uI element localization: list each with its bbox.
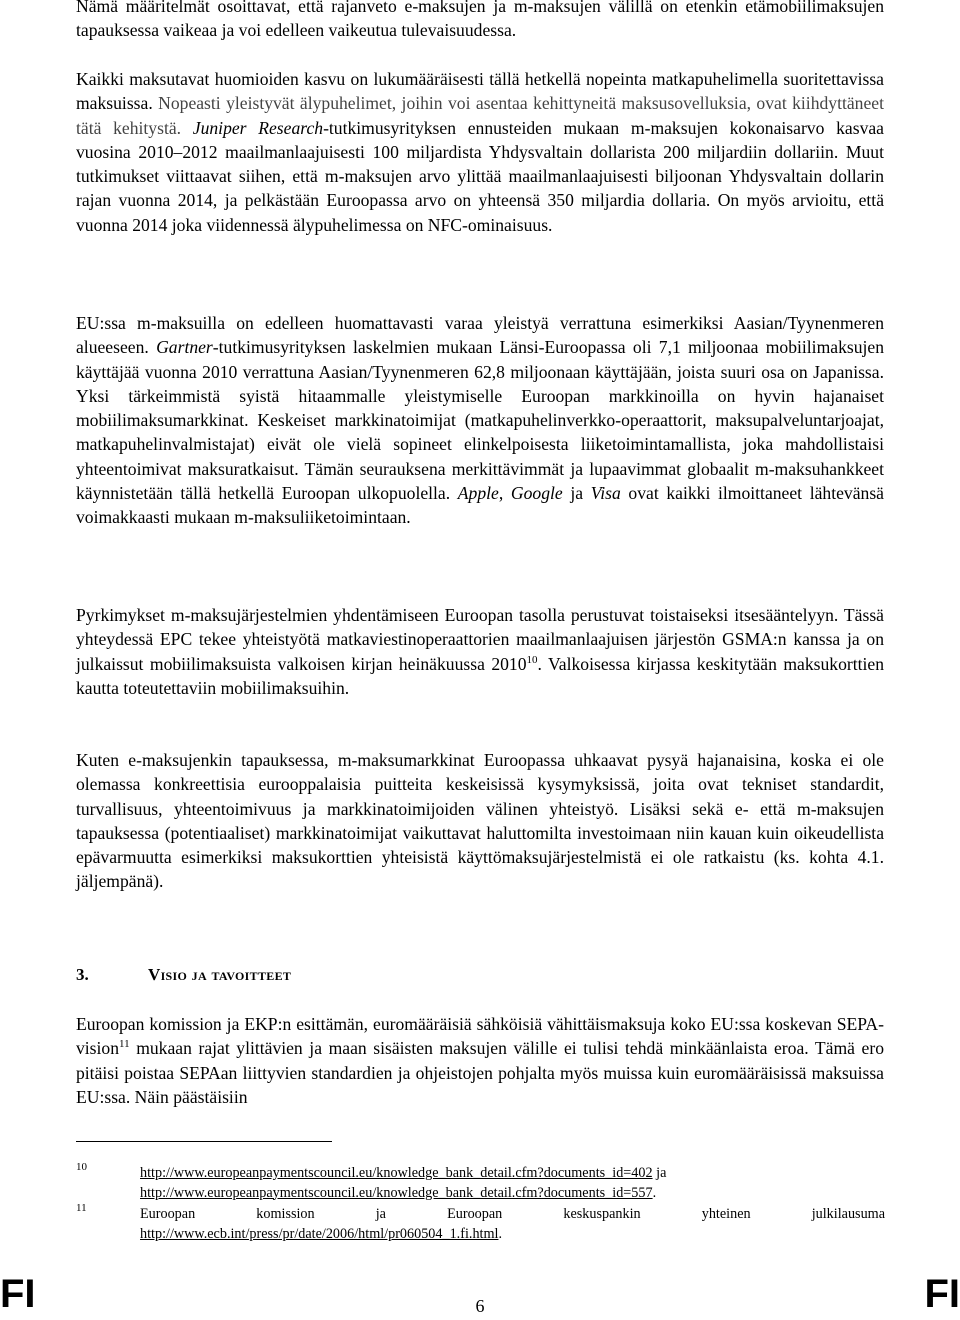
paragraph-text: -tutkimusyrityksen ennusteiden mukaan m-maksujen kokonaisarvo kasvaa vuosina 2010–2012 maailmanlaajuisesti 100 miljardista Yhdysvaltain dollarista 200 miljardiin dollariin. Muut tutkimukset viittaavat siihen, että m-maksujen arvo ylittää maailmanlaajuisesti biljoonan Yhdysvaltain dollarin rajan vuonna 2014, ja pelkästään Euroopassa arvo on yhteensä 350 miljardia dollaria. On myös arvioitu, että vuonna 2014 joka viidennessä älypuhelimessa on NFC-ominaisuus. — [76, 117, 884, 235]
paragraph-text: Pyrkimykset m-maksujärjestelmien yhdentämiseen Euroopan tasolla perustuvat toistaiseksi itsesääntelyyn. Tässä yhteydessä EPC tekee yhteistyötä matkaviestinoperaattorien maailmanlaajuisen järjestön GSMA:n kanssa ja on julkaissut mobiilimaksuista valkoisen kirjan heinäkuussa 2010 — [76, 605, 884, 674]
footnote-word: Euroopan — [447, 1206, 503, 1222]
paragraph-text: Nämä määritelmät osoittavat, että rajanveto e-maksujen ja m-maksujen välillä on etenkin etämobiilimaksujen tapauksessa vaikeaa ja voi edelleen vaikeutua tulevaisuudessa. — [76, 0, 884, 41]
footnote-connector: ja — [656, 1165, 667, 1181]
paragraph-text: -tutkimusyrityksen laskelmien mukaan Länsi-Euroopassa oli 7,1 miljoonaa mobiilimaksujen käyttäjää vuonna 2010 verrattuna Aasian/Tyynenmeren 62,8 miljoonaan käyttäjään, joista suuri osa on Japanissa. Yksi tärkeimmistä syistä hitaammalle yleistymiselle Euroopan markkinoilla on hyvin hajanaiset mobiilimaksumarkkinat. Keskeiset markkinatoimijat (matkapuhelinverkko-operaattorit, maksupalveluntarjoajat, matkapuhelinvalmistajat) eivät ole vielä sopineet elinkelpoisesta liiketoimintamallista, joka mahdollistaisi yhteentoimivat maksuratkaisut. Tämän seurauksena merkittävimmät ja lupaavimmat globaalit m-maksuhankkeet käynnistetään tällä hetkellä Euroopan ulkopuolella. — [76, 337, 884, 504]
company-name-juniper: Juniper Research — [192, 117, 324, 138]
paragraph-text: . Valkoisessa kirjassa keskitytään maksukorttien kautta toteutettaviin mobiilimaksuihin. — [76, 653, 884, 698]
footnote-text — [140, 1205, 885, 1244]
footnote-link[interactable]: http://www.europeanpaymentscouncil.eu/knowledge_bank_detail.cfm?documents_id=402 — [140, 1165, 653, 1181]
paragraph-text: Kuten e-maksujenkin tapauksessa, m-maksumarkkinat Euroopassa uhkaavat pysyä hajanaisina, koska ei ole olemassa konkreettisia eurooppalaisia puitteita keskeisissä kysymyksissä, joita ovat tekniset standardit, turvallisuus, yhteentoimivuus ja markkinatoimijoiden välinen yhteistyö. Lisäksi sekä e- että m-maksujen tapauksessa (potentiaaliset) markkinatoimijat vaikuttavat haluttomilta investoimaan niin kauan kuin oikeudellista epävarmuutta esimerkiksi maksukorttien yhteisistä käyttömaksujärjestelmistä ei ole ratkaistu (ks. kohta 4.1. jäljempänä). — [76, 750, 884, 892]
footnote-line — [140, 1205, 885, 1225]
section-number: 3. — [76, 965, 89, 984]
paragraph-sepa-vision — [76, 1012, 884, 1109]
section-title: Visio ja tavoitteet — [148, 965, 292, 984]
paragraph-eu-m-payments — [76, 311, 884, 530]
footnote-link[interactable]: http://www.europeanpaymentscouncil.eu/knowledge_bank_detail.cfm?documents_id=557 — [140, 1184, 653, 1201]
paragraph-text: , — [498, 483, 504, 504]
paragraph-mobile-payments-growth — [76, 67, 884, 237]
footnote-end: . — [652, 1184, 657, 1201]
footnote-ref-10: 10 — [526, 653, 538, 666]
footnote-link[interactable]: http://www.ecb.int/press/pr/date/2006/html/pr060504_1.fi.html — [140, 1225, 499, 1242]
footnote-text — [140, 1164, 885, 1203]
paragraph-intro-fragment — [76, 0, 884, 43]
footnote-word: yhteinen — [701, 1206, 751, 1222]
footer-language-code-right: FI — [924, 1272, 960, 1316]
paragraph-text: ja — [570, 483, 584, 504]
paragraph-text: EU:ssa m-maksuilla on edelleen huomattavasti varaa yleistyä verrattuna esimerkiksi Aasian/Tyynenmeren alueeseen. — [76, 313, 884, 358]
footnote-number: 11 — [76, 1202, 87, 1214]
paragraph-text-faded: Nopeasti yleistyvät älypuhelimet, joihin voi asentaa kehittyneitä maksusovelluksia, ovat kiihdyttäneet tätä kehitystä. — [76, 93, 884, 138]
company-name-apple: Apple — [457, 483, 499, 504]
paragraph-text: mukaan rajat ylittävien ja maan sisäisten maksujen välille ei tulisi tehdä minkäänlaista eroa. Tämä ero pitäisi poistaa SEPAan liittyvien standardien ja ohjeistojen pohjalta myös muissa kuin euromääräisissä maksuissa EU:ssa. Näin päästäisiin — [76, 1038, 884, 1107]
paragraph-text: Kaikki maksutavat huomioiden kasvu on lukumääräisesti tällä hetkellä nopeinta matkapuhelimella suoritettavissa maksuissa. — [76, 69, 884, 114]
footnote-end: . — [498, 1225, 503, 1242]
footnote-word: komission — [256, 1206, 315, 1222]
section-heading — [76, 965, 291, 985]
paragraph-text: ovat kaikki ilmoittaneet lähtevänsä voimakkaasti mukaan m-maksuliiketoimintaan. — [76, 483, 884, 528]
footnote-word: ja — [375, 1206, 386, 1222]
paragraph-text: Euroopan komission ja EKP:n esittämän, euromääräisiä sähköisiä vähittäismaksuja koko EU:ssa koskevan SEPA-vision — [76, 1014, 884, 1059]
company-name-visa: Visa — [590, 483, 621, 504]
paragraph-fragmentation — [76, 748, 884, 894]
footnote-word: Euroopan — [140, 1206, 196, 1222]
paragraph-integration-efforts — [76, 603, 884, 700]
page-number: 6 — [475, 1296, 485, 1316]
footnote-separator — [76, 1141, 332, 1142]
company-name-gartner: Gartner — [156, 337, 213, 358]
footnote-word: keskuspankin — [563, 1206, 641, 1222]
footnote-word: julkilausuma — [811, 1206, 885, 1222]
company-name-google: Google — [510, 483, 563, 504]
footer-language-code-left: FI — [0, 1272, 36, 1316]
footnote-number: 10 — [76, 1161, 87, 1173]
footnote-ref-11: 11 — [119, 1038, 130, 1051]
